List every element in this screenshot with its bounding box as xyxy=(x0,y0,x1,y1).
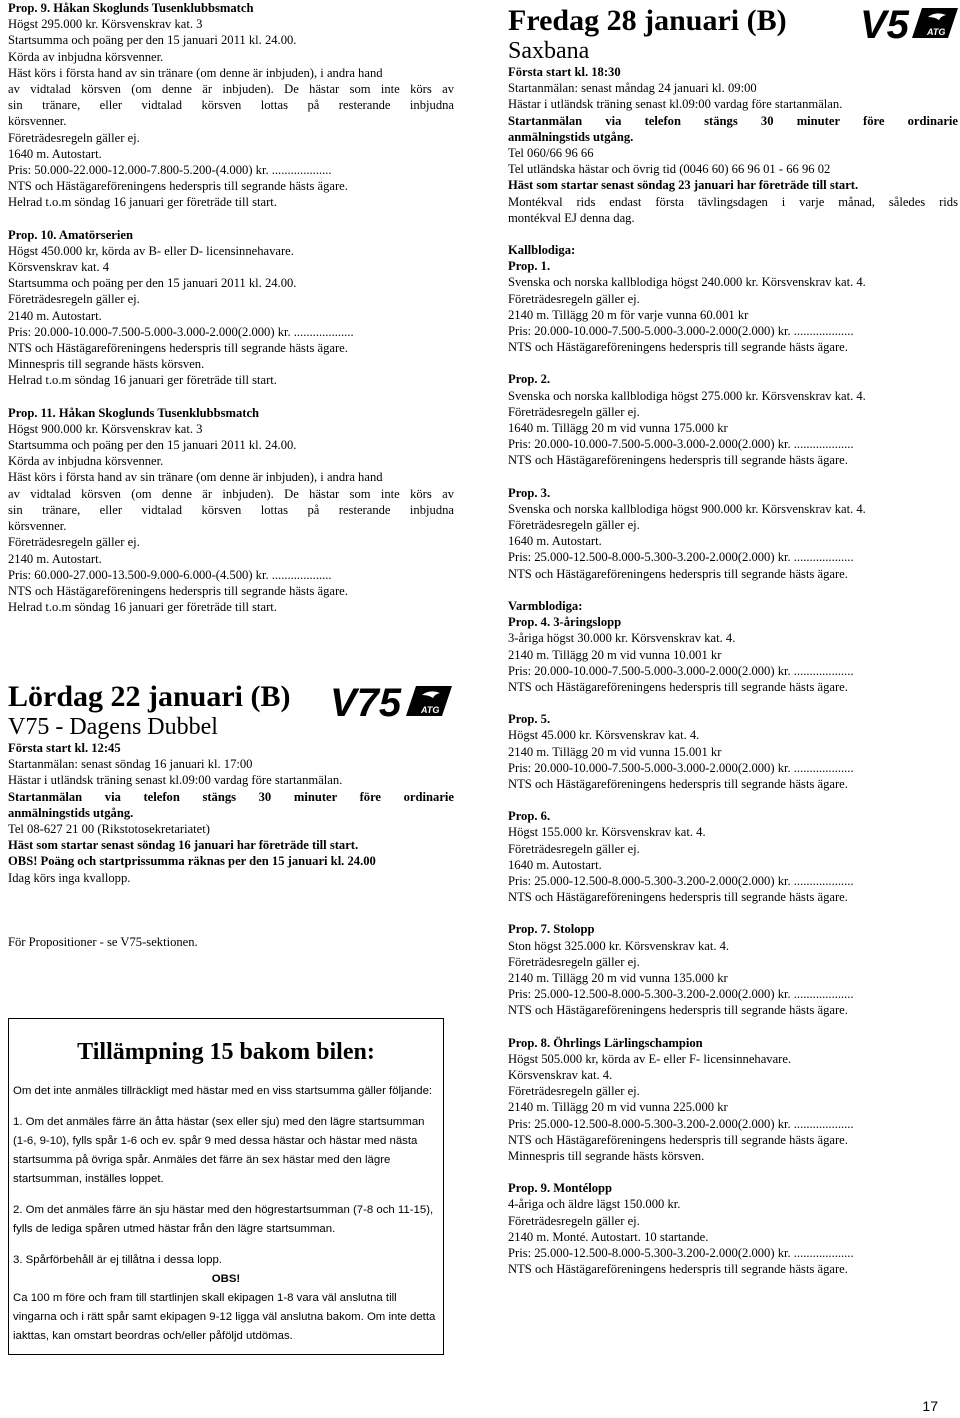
spacer xyxy=(8,389,454,405)
text-line: NTS och Hästägareföreningens hederspris till segrande hästs ägare. xyxy=(508,1132,848,1147)
text-line: Företrädesregeln gäller ej. xyxy=(508,1213,640,1228)
text-line: 2140 m. Tillägg 20 m för varje vunna 60.001 kr xyxy=(508,307,749,322)
text-line: Företrädesregeln gäller ej. xyxy=(8,130,140,145)
rules-paragraph-2: 2. Om det anmäles färre än sju hästar med den högrestartsumman (7-8 och 11-15), fylls de lediga spåren utmed hästar från den lägre startsumman. xyxy=(13,1204,434,1235)
spacer xyxy=(508,792,958,808)
text-line: Högst 45.000 kr. Körsvenskrav kat. 4. xyxy=(508,728,700,743)
text-line: Körda av inbjudna körsvenner. xyxy=(8,49,164,64)
v75-logo-text: V75 xyxy=(330,683,402,719)
text-line: av vidtalad körsven (om denne är inbjuden). De hästar som inte körs av xyxy=(8,82,454,97)
text-line: Pris: 25.000-12.500-8.000-5.300-3.200-2.000(2.000) kr. ................... xyxy=(508,873,854,888)
heading-line: Prop. 7. Stolopp xyxy=(508,922,595,937)
text-line: Pris: 25.000-12.500-8.000-5.300-3.200-2.000(2.000) kr. ................... xyxy=(508,1116,854,1131)
text-line: Startsumma och poäng per den 15 januari 2011 kl. 24.00. xyxy=(8,276,297,291)
text-line: Pris: 20.000-10.000-7.500-5.000-3.000-2.000(2.000) kr. ................... xyxy=(8,324,354,339)
text-line: Pris: 25.000-12.500-8.000-5.300-3.200-2.000(2.000) kr. ................... xyxy=(508,1246,854,1260)
text-line: Helrad t.o.m söndag 16 januari ger företräde till start. xyxy=(8,373,277,388)
text-line: 2140 m. Tillägg 20 m vid vunna 15.001 kr xyxy=(508,744,722,759)
spacer xyxy=(8,902,454,918)
text-line: Pris: 20.000-10.000-7.500-5.000-3.000-2.000(2.000) kr. ................... xyxy=(508,324,854,339)
text-line: NTS och Hästägareföreningens hederspris till segrande hästs ägare. xyxy=(508,566,848,581)
spacer xyxy=(508,355,958,371)
text-line: Tel 08-627 21 00 (Rikstotosekretariatet) xyxy=(8,822,210,837)
text-line: körsvenner. xyxy=(8,519,67,534)
text-line: Pris: 50.000-22.000-12.000-7.800-5.200-(4.000) kr. ................... xyxy=(8,163,332,178)
heading-line: Prop. 8. Öhrlings Lärlingschampion xyxy=(508,1035,703,1050)
heading-line: Kallblodiga: xyxy=(508,243,576,258)
text-line: Företrädesregeln gäller ej. xyxy=(508,954,640,969)
text-line: Pris: 20.000-10.000-7.500-5.000-3.000-2.000(2.000) kr. ................... xyxy=(508,760,854,775)
text-line: Idag körs inga kvallopp. xyxy=(8,870,131,885)
text-line: Företrädesregeln gäller ej. xyxy=(508,291,640,306)
heading-line: Prop. 10. Amatörserien xyxy=(8,227,133,242)
page-number: 17 xyxy=(922,1398,938,1414)
spacer xyxy=(508,905,958,921)
text-line: 1640 m. Autostart. xyxy=(8,146,102,161)
text-line: Pris: 25.000-12.500-8.000-5.300-3.200-2.000(2.000) kr. ................... xyxy=(508,550,854,565)
text-line: NTS och Hästägareföreningens hederspris till segrande hästs ägare. xyxy=(508,890,848,905)
heading-line: Prop. 4. 3-åringslopp xyxy=(508,615,622,630)
spacer xyxy=(508,695,958,711)
heading-line: Prop. 5. xyxy=(508,712,551,727)
rules-obs: OBS! xyxy=(211,1273,241,1285)
heading-line: Startanmälan via telefon stängs 30 minuter före ordinarie xyxy=(8,789,454,804)
heading-line: Startanmälan via telefon stängs 30 minuter före ordinarie xyxy=(508,113,958,128)
text-line: 3-åriga högst 30.000 kr. Körsvenskrav kat. 4. xyxy=(508,631,736,646)
friday-title: Fredag 28 januari (B) xyxy=(508,4,787,37)
text-line: Ston högst 325.000 kr. Körsvenskrav kat. 4. xyxy=(508,938,730,953)
rules-paragraph-4: Ca 100 m före och fram till startlinjen skall ekipagen 1-8 vara väl anslutna till vingarna och i rätt spår samt ekipagen 9-12 ligga väl anslutna bakom. Om inte detta iakttas, kan omstart beordras och/eller påföljd utdömas. xyxy=(13,1292,436,1342)
text-line: NTS och Hästägareföreningens hederspris till segrande hästs ägare. xyxy=(508,453,848,468)
text-line: Körda av inbjudna körsvenner. xyxy=(8,454,164,469)
text-line: NTS och Hästägareföreningens hederspris till segrande hästs ägare. xyxy=(508,1003,848,1018)
heading-line: Prop. 3. xyxy=(508,485,551,500)
text-line: Företrädesregeln gäller ej. xyxy=(508,404,640,419)
text-line: Högst 450.000 kr, körda av B- eller D- licensinnehavare. xyxy=(8,243,294,258)
text-line: För Propositioner - se V75-sektionen. xyxy=(8,934,198,949)
text-line: Häst körs i första hand av sin tränare (om denne är inbjuden), i andra hand xyxy=(8,65,383,80)
text-line: av vidtalad körsven (om denne är inbjuden). De hästar som inte körs av xyxy=(8,486,454,501)
text-line: 4-åriga och äldre lägst 150.000 kr. xyxy=(508,1197,681,1212)
text-line: Körsvenskrav kat. 4 xyxy=(8,260,110,275)
rules-box xyxy=(8,1018,444,1355)
text-line: 2140 m. Monté. Autostart. 10 startande. xyxy=(508,1229,709,1244)
svg-text:ATG: ATG xyxy=(927,27,946,37)
heading-line: Häst som startar senast söndag 16 januari har företräde till start. xyxy=(8,838,359,853)
rules-title: Tillämpning 15 bakom bilen: xyxy=(77,1039,375,1065)
heading-line: Prop. 2. xyxy=(508,372,551,387)
rules-intro: Om det inte anmäles tillräckligt med hästar med en viss startsumma gäller följande: xyxy=(13,1085,433,1097)
text-line: 1640 m. Autostart. xyxy=(508,857,602,872)
text-line: montékval EJ denna dag. xyxy=(508,210,635,225)
friday-section xyxy=(508,4,958,1277)
spacer xyxy=(508,469,958,485)
text-line: Montékval rids endast första tävlingsdagen i varje månad, således rids xyxy=(508,194,958,209)
spacer xyxy=(508,1164,958,1180)
text-line: Företrädesregeln gäller ej. xyxy=(508,1084,640,1099)
text-line: NTS och Hästägareföreningens hederspris till segrande hästs ägare. xyxy=(8,179,348,194)
saturday-title: Lördag 22 januari (B) xyxy=(8,680,291,713)
rules-paragraph-3: 3. Spårförbehåll är ej tillåtna i dessa lopp. xyxy=(13,1254,222,1266)
text-line: Helrad t.o.m söndag 16 januari ger företräde till start. xyxy=(8,600,277,615)
text-line: Hästar i utländsk träning senast kl.09:00 vardag före startanmälan. xyxy=(8,773,343,788)
text-line: Pris: 25.000-12.500-8.000-5.300-3.200-2.000(2.000) kr. ................... xyxy=(508,987,854,1002)
heading-line: Första start kl. 12:45 xyxy=(8,741,121,755)
v5-logo-text: V5 xyxy=(860,5,909,41)
text-line: Hästar i utländsk träning senast kl.09:00 vardag före startanmälan. xyxy=(508,97,843,112)
saturday-info xyxy=(8,740,454,950)
spacer xyxy=(8,918,454,934)
text-line: sin tränare, eller vidtalad körsven lottas på resterande inbjudna xyxy=(8,98,454,113)
left-column xyxy=(8,0,454,1342)
rules-paragraph-1: 1. Om det anmäles färre än åtta hästar (sex eller sju) med den lägre startsumman (1-6, 9-10), fylls spår 1-6 och ev. spår 9 med dessa hästar och hästar med nästa startsumma på övriga spår. Anmäles det färre än sex hästar med den lägre startsumman, inställes loppet. xyxy=(13,1116,425,1185)
text-line: Företrädesregeln gäller ej. xyxy=(508,518,640,533)
text-line: körsvenner. xyxy=(8,114,67,129)
text-line: Tel utländska hästar och övrig tid (0046 60) 66 96 01 - 66 96 02 xyxy=(508,162,831,177)
text-line: Svenska och norska kallblodiga högst 240.000 kr. Körsvenskrav kat. 4. xyxy=(508,275,866,290)
text-line: Högst 295.000 kr. Körsvenskrav kat. 3 xyxy=(8,17,203,32)
text-line: Körsvenskrav kat. 4. xyxy=(508,1067,613,1082)
heading-line: anmälningstids utgång. xyxy=(8,805,134,820)
text-line: 2140 m. Tillägg 20 m vid vunna 10.001 kr xyxy=(508,647,722,662)
text-line: Svenska och norska kallblodiga högst 900.000 kr. Körsvenskrav kat. 4. xyxy=(508,501,866,516)
heading-line: Prop. 6. xyxy=(508,809,551,824)
spacer xyxy=(8,886,454,902)
text-line: NTS och Hästägareföreningens hederspris till segrande hästs ägare. xyxy=(508,340,848,355)
text-line: Företrädesregeln gäller ej. xyxy=(8,292,140,307)
text-line: Högst 155.000 kr. Körsvenskrav kat. 4. xyxy=(508,825,706,840)
text-line: NTS och Hästägareföreningens hederspris till segrande hästs ägare. xyxy=(8,341,348,356)
text-line: NTS och Hästägareföreningens hederspris till segrande hästs ägare. xyxy=(508,776,848,791)
text-line: Helrad t.o.m söndag 16 januari ger företräde till start. xyxy=(8,195,277,210)
text-line: Högst 505.000 kr, körda av E- eller F- licensinnehavare. xyxy=(508,1051,792,1066)
text-line: Pris: 60.000-27.000-13.500-9.000-6.000-(4.500) kr. ................... xyxy=(8,567,332,582)
text-line: sin tränare, eller vidtalad körsven lottas på resterande inbjudna xyxy=(8,502,454,517)
spacer xyxy=(508,582,958,598)
left-propositions xyxy=(8,0,454,615)
text-line: Minnespris till segrande hästs körsven. xyxy=(8,357,205,372)
text-line: Pris: 20.000-10.000-7.500-5.000-3.000-2.000(2.000) kr. ................... xyxy=(508,663,854,678)
text-line: Minnespris till segrande hästs körsven. xyxy=(508,1148,705,1163)
heading-line: OBS! Poäng och startprissumma räknas per den 15 januari kl. 24.00 xyxy=(8,854,376,869)
text-line: Startsumma och poäng per den 15 januari 2011 kl. 24.00. xyxy=(8,33,297,48)
spacer xyxy=(508,1019,958,1035)
spacer xyxy=(8,211,454,227)
heading-line: Häst som startar senast söndag 23 januari har företräde till start. xyxy=(508,178,859,193)
text-line: Tel 060/66 96 66 xyxy=(508,146,594,161)
text-line: NTS och Hästägareföreningens hederspris till segrande hästs ägare. xyxy=(8,583,348,598)
svg-text:ATG: ATG xyxy=(421,705,440,715)
saturday-subtitle: V75 - Dagens Dubbel xyxy=(8,714,218,740)
text-line: NTS och Hästägareföreningens hederspris till segrande hästs ägare. xyxy=(508,1262,848,1277)
text-line: Häst körs i första hand av sin tränare (om denne är inbjuden), i andra hand xyxy=(8,470,383,485)
heading-line: Varmblodiga: xyxy=(508,598,583,613)
text-line: Företrädesregeln gäller ej. xyxy=(508,841,640,856)
heading-line: anmälningstids utgång. xyxy=(508,129,634,144)
text-line: 2140 m. Autostart. xyxy=(8,308,102,323)
heading-line: Prop. 11. Håkan Skoglunds Tusenklubbsmatch xyxy=(8,405,260,420)
text-line: 2140 m. Tillägg 20 m vid vunna 135.000 kr xyxy=(508,970,728,985)
spacer xyxy=(508,226,958,242)
text-line: Startsumma och poäng per den 15 januari 2011 kl. 24.00. xyxy=(8,438,297,453)
text-line: Startanmälan: senast måndag 24 januari kl. 09:00 xyxy=(508,81,757,96)
text-line: 2140 m. Autostart. xyxy=(8,551,102,566)
text-line: 1640 m. Autostart. xyxy=(508,534,602,549)
text-line: Högst 900.000 kr. Körsvenskrav kat. 3 xyxy=(8,421,203,436)
friday-info xyxy=(508,64,958,1277)
text-line: Svenska och norska kallblodiga högst 275.000 kr. Körsvenskrav kat. 4. xyxy=(508,388,866,403)
text-line: NTS och Hästägareföreningens hederspris till segrande hästs ägare. xyxy=(508,679,848,694)
heading-line: Prop. 1. xyxy=(508,259,551,274)
heading-line: Första start kl. 18:30 xyxy=(508,65,621,79)
text-line: 1640 m. Tillägg 20 m vid vunna 175.000 kr xyxy=(508,421,728,436)
text-line: Pris: 20.000-10.000-7.500-5.000-3.000-2.000(2.000) kr. ................... xyxy=(508,437,854,452)
text-line: Startanmälan: senast söndag 16 januari kl. 17:00 xyxy=(8,757,253,772)
friday-subtitle: Saxbana xyxy=(508,38,590,64)
saturday-section xyxy=(8,680,454,950)
heading-line: Prop. 9. Montélopp xyxy=(508,1181,613,1196)
heading-line: Prop. 9. Håkan Skoglunds Tusenklubbsmatch xyxy=(8,1,254,15)
text-line: 2140 m. Tillägg 20 m vid vunna 225.000 kr xyxy=(508,1100,728,1115)
text-line: Företrädesregeln gäller ej. xyxy=(8,535,140,550)
